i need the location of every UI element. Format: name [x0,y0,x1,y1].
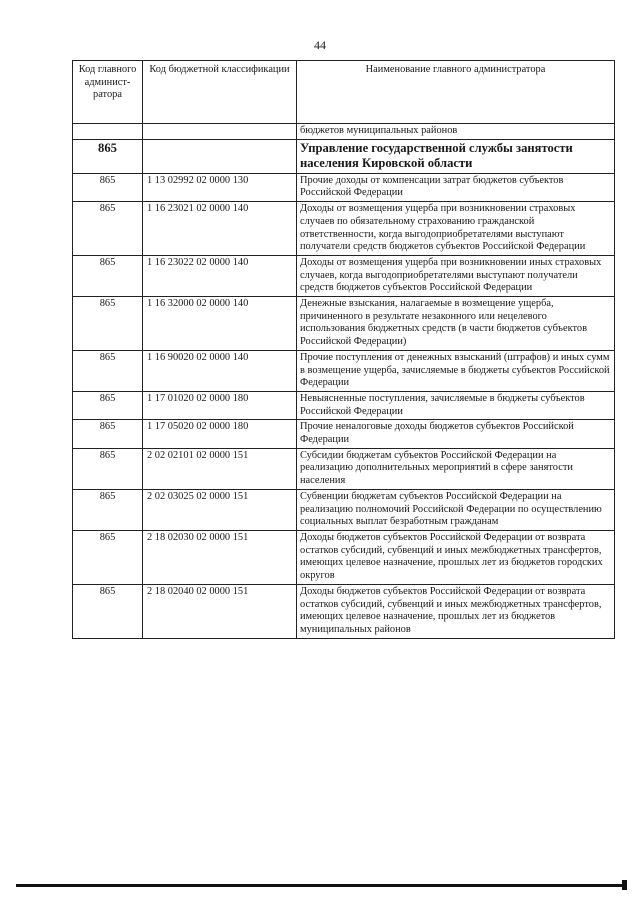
admin-code-cell: 865 [73,173,143,201]
table-row [73,391,615,419]
budget-code-cell: 1 16 23022 02 0000 140 [143,255,297,296]
budget-code-cell: 1 16 32000 02 0000 140 [143,297,297,351]
description-cell: Доходы от возмещения ущерба при возникновении иных страховых случаев, когда выгодоприобретателями выступают получатели средств бюджетов субъектов Российской Федерации [297,255,615,296]
admin-code-cell: 865 [73,584,143,638]
agency-code: 865 [73,139,143,173]
table-row [73,173,615,201]
description-cell: Прочие неналоговые доходы бюджетов субъектов Российской Федерации [297,420,615,448]
header-administrator-name: Наименование главного администратора [297,61,615,124]
table-row [73,448,615,489]
table-header-row [73,61,615,124]
budget-code-cell: 1 13 02992 02 0000 130 [143,173,297,201]
description-cell: Доходы бюджетов субъектов Российской Федерации от возврата остатков субсидий, субвенций и иных межбюджетных трансфертов, имеющих целевое назначение, прошлых лет из бюджетов муниципальных районов [297,584,615,638]
continuation-text: бюджетов муниципальных районов [297,124,615,140]
admin-code-cell: 865 [73,202,143,256]
admin-code-cell: 865 [73,530,143,584]
budget-code-cell: 2 18 02030 02 0000 151 [143,530,297,584]
table-row [73,255,615,296]
page-number: 44 [314,38,326,52]
bottom-rule-end [622,880,627,890]
continuation-row [73,124,615,140]
table-row [73,297,615,351]
description-cell: Доходы бюджетов субъектов Российской Федерации от возврата остатков субсидий, субвенций и иных межбюджетных трансфертов, имеющих целевое назначение, прошлых лет из бюджетов городских округов [297,530,615,584]
budget-code-cell: 1 17 01020 02 0000 180 [143,391,297,419]
description-cell: Денежные взыскания, налагаемые в возмещение ущерба, причиненного в результате незаконного или нецелевого использования бюджетных средств (в части бюджетов субъектов Российской Федерации) [297,297,615,351]
budget-code-cell: 2 02 02101 02 0000 151 [143,448,297,489]
budget-code-cell: 1 16 23021 02 0000 140 [143,202,297,256]
header-budget-code: Код бюджетной классификации [143,61,297,124]
header-admin-code: Код главного админист-ратора [73,61,143,124]
bottom-rule [16,884,622,887]
agency-name: Управление государственной службы занятости населения Кировской области [297,139,615,173]
budget-code-cell: 2 02 03025 02 0000 151 [143,489,297,530]
admin-code-cell: 865 [73,448,143,489]
description-cell: Субсидии бюджетам субъектов Российской Федерации на реализацию дополнительных мероприятий в сфере занятости населения [297,448,615,489]
description-cell: Прочие поступления от денежных взысканий (штрафов) и иных сумм в возмещение ущерба, зачисляемые в бюджеты субъектов Российской Федерации [297,350,615,391]
table-row [73,202,615,256]
agency-row [73,139,615,173]
table-row [73,530,615,584]
admin-code-cell: 865 [73,255,143,296]
table-row [73,420,615,448]
description-cell: Субвенции бюджетам субъектов Российской Федерации на реализацию полномочий Российской Федерации по осуществлению социальных выплат безработным гражданам [297,489,615,530]
description-cell: Невыясненные поступления, зачисляемые в бюджеты субъектов Российской Федерации [297,391,615,419]
admin-code-cell: 865 [73,350,143,391]
description-cell: Прочие доходы от компенсации затрат бюджетов субъектов Российской Федерации [297,173,615,201]
admin-code-cell: 865 [73,489,143,530]
budget-classification-table [72,60,615,639]
budget-code-cell: 1 17 05020 02 0000 180 [143,420,297,448]
table-row [73,584,615,638]
budget-code-cell: 2 18 02040 02 0000 151 [143,584,297,638]
admin-code-cell: 865 [73,391,143,419]
budget-code-cell: 1 16 90020 02 0000 140 [143,350,297,391]
description-cell: Доходы от возмещения ущерба при возникновении страховых случаев по обязательному страхованию гражданской ответственности, когда выгодоприобретателями выступают получатели средств бюджетов субъектов Российской Федерации [297,202,615,256]
admin-code-cell: 865 [73,420,143,448]
admin-code-cell: 865 [73,297,143,351]
table-row [73,350,615,391]
table-row [73,489,615,530]
